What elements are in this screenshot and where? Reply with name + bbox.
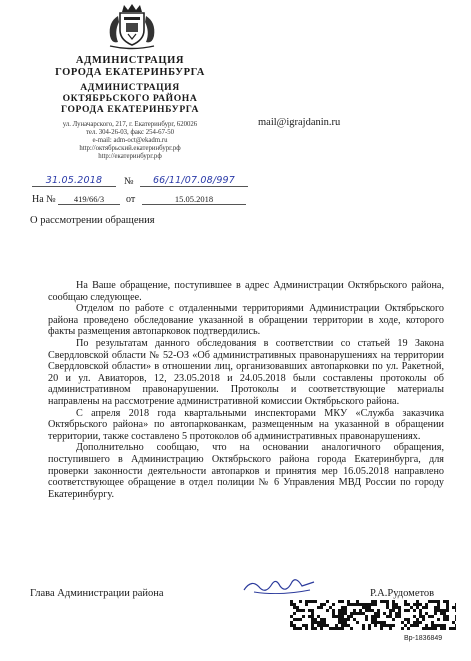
document-registry-number: Вр-1836849	[404, 635, 443, 642]
org-name-line2: ГОРОДА ЕКАТЕРИНБУРГА	[55, 67, 205, 78]
signatory-name: Р.А.Рудометов	[370, 588, 435, 599]
letter-subject: О рассмотрении обращения	[30, 215, 155, 226]
outgoing-date-handwritten: 31.05.2018	[32, 175, 116, 187]
org-name-line3: АДМИНИСТРАЦИЯ	[80, 82, 180, 93]
org-name-line1: АДМИНИСТРАЦИЯ	[75, 55, 185, 66]
document-barcode	[290, 600, 456, 630]
letter-body	[48, 280, 444, 500]
org-address: ул. Луначарского, 217, г. Екатеринбург, 620026	[62, 121, 198, 128]
body-paragraph-1: На Ваше обращение, поступившее в адрес Администрации Октябрьского района, сообщаю следующее.	[48, 280, 444, 303]
city-coat-of-arms-emblem	[100, 2, 164, 50]
org-site-district: http://октябрьский.екатеринбург.рф	[79, 145, 181, 152]
incoming-date-label: от	[126, 194, 136, 205]
body-paragraph-3: По результатам данного обследования в соответствии со статьей 19 Закона Свердловской области № 52-ОЗ «Об административных правонарушениях на территории Свердловской области» в отношении лиц, организовавших автопарковки по ул. Ракетной, 20 и ул. Авиаторов, 12, 23.05.2018 и 24.05.2018 были составлены протоколы об административном правонарушении. Протоколы и соответствующие материалы направлены на рассмотрение административной комиссии Октябрьского района.	[48, 337, 444, 407]
signatory-position: Глава Администрации района	[30, 588, 164, 599]
recipient-email: mail@igrajdanin.ru	[258, 117, 341, 128]
org-email: e-mail: adm-oct@ekadm.ru	[92, 137, 168, 144]
handwritten-signature	[240, 572, 320, 598]
incoming-number-label: На №	[32, 194, 56, 205]
incoming-reference-number: 419/66/3	[58, 194, 120, 205]
number-label: №	[124, 176, 134, 187]
org-site-city: http://екатеринбург.рф	[98, 153, 162, 160]
body-paragraph-2: Отделом по работе с отдаленными территориями Администрации Октябрьского района проведено обследование указанной в обращении территории в ходе, которого факты размещения автопарковок подтвердились.	[48, 303, 444, 338]
incoming-reference-date: 15.05.2018	[142, 194, 246, 205]
org-name-line5: ГОРОДА ЕКАТЕРИНБУРГА	[61, 104, 199, 115]
body-paragraph-4: С апреля 2018 года квартальными инспекторами МКУ «Служба заказчика Октябрьского района» по автопаркованкам, размещенным на указанной в обращении территории, также составлено 5 протоколов об административных правонарушениях.	[48, 407, 444, 442]
outgoing-number-handwritten: 66/11/07.08/997	[140, 175, 248, 187]
org-phone: тел. 304-26-03, факс 254-67-50	[85, 129, 175, 136]
body-paragraph-5: Дополнительно сообщаю, что на основании аналогичного обращения, поступившего в Администрацию Октябрьского района города Екатеринбурга, для проверки законности деятельности автопарков и принятия мер 16.05.2018 направлено соответствующее обращение в отдел полиции № 6 Управления МВД России по городу Екатеринбургу.	[48, 442, 444, 500]
org-name-line4: ОКТЯБРЬСКОГО РАЙОНА	[62, 93, 198, 104]
